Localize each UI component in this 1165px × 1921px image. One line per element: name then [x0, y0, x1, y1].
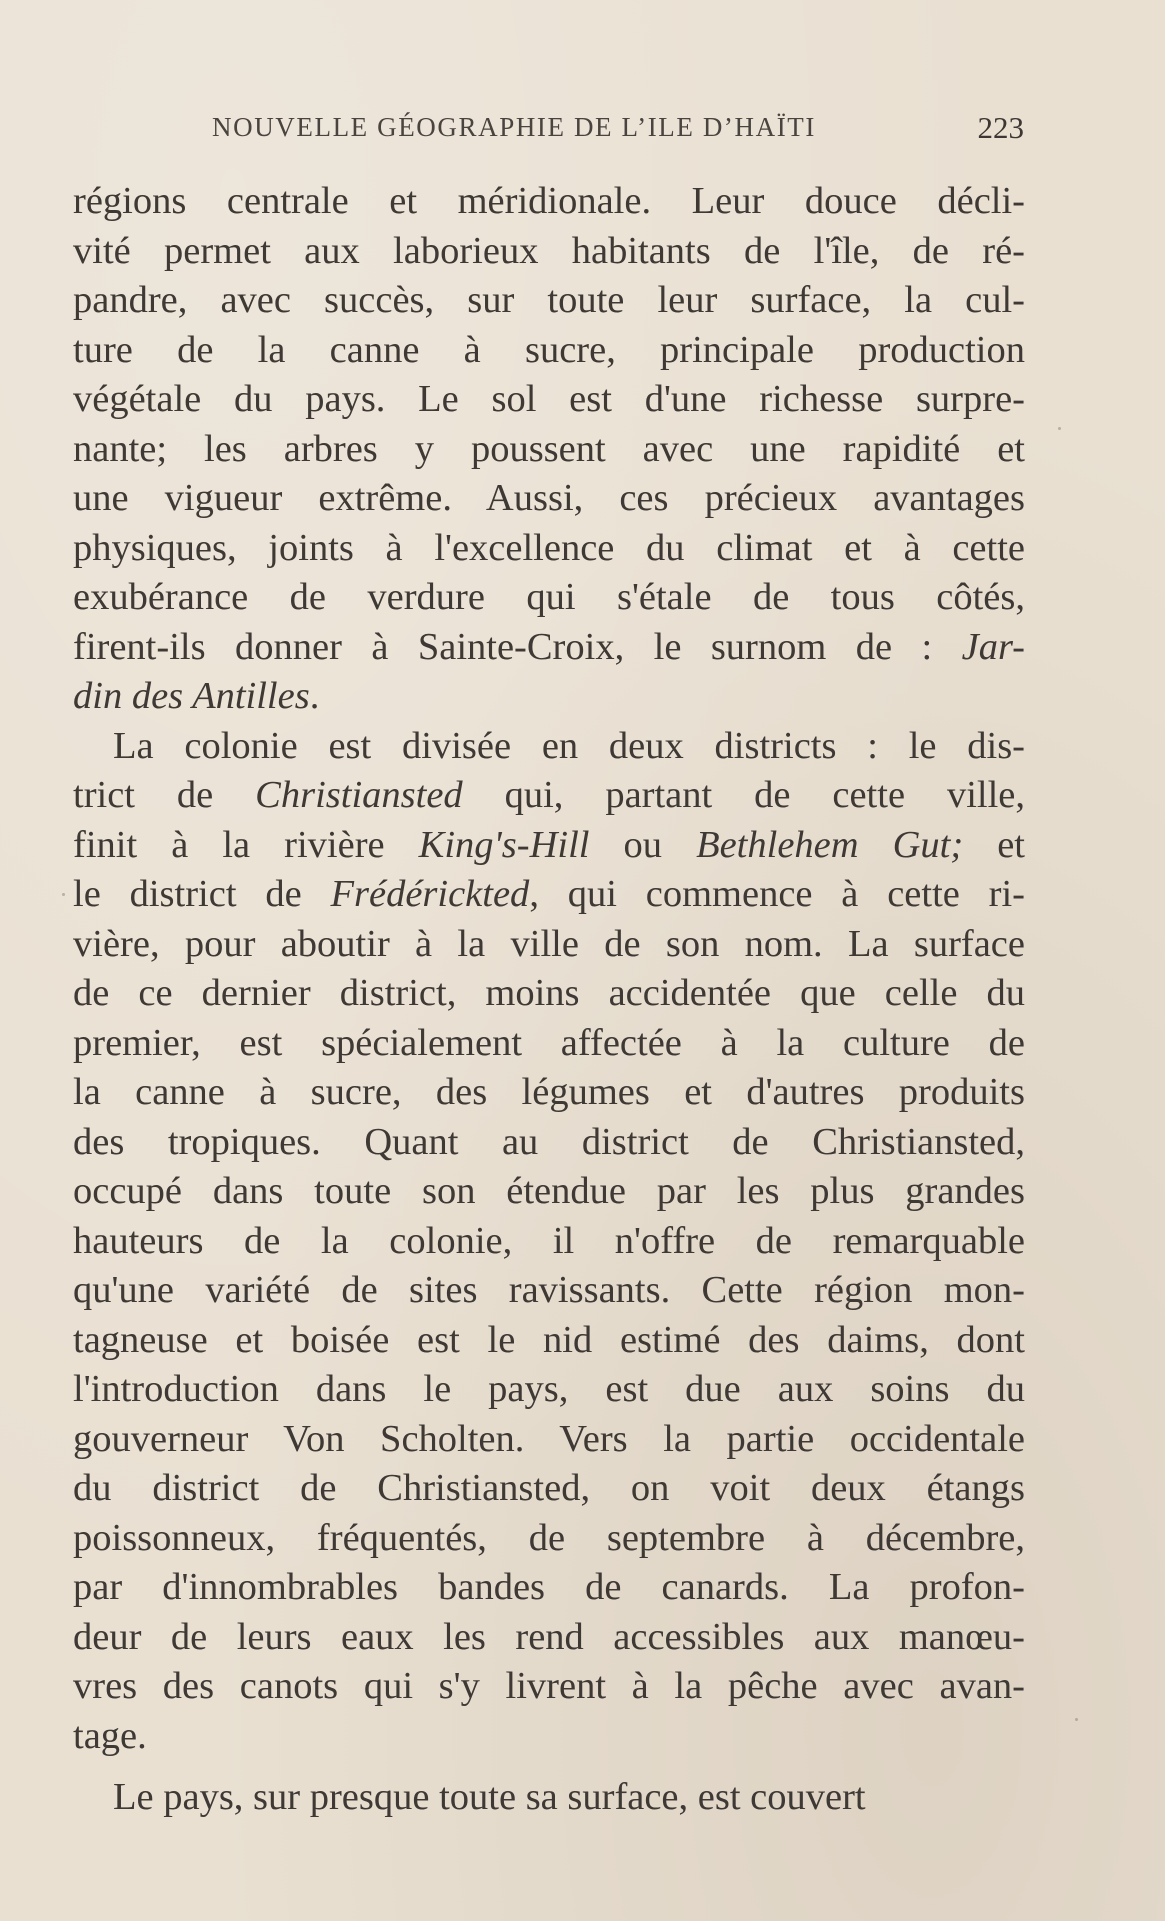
text-segment: La colonie est divisée en deux districts : le dis-	[113, 724, 1025, 767]
text-line	[73, 276, 1025, 326]
text-segment: poissonneux, fréquentés, de septembre à décembre,	[73, 1516, 1025, 1559]
running-title: NOUVELLE GÉOGRAPHIE DE L’ILE D’HAÏTI	[212, 112, 816, 142]
text-segment: de ce dernier district, moins accidentée que celle du	[73, 972, 1025, 1014]
text-line	[73, 969, 1025, 1019]
text-segment: végétale du pays. Le sol est d'une richesse surpre-	[73, 378, 1025, 420]
text-line	[73, 573, 1025, 623]
text-segment: et	[963, 823, 1025, 866]
text-line	[73, 1563, 1025, 1613]
text-segment: finit à la rivière	[73, 823, 419, 866]
italic-text: King's-Hill	[418, 823, 590, 866]
text-line	[73, 1316, 1025, 1366]
text-line	[73, 1613, 1025, 1663]
text-line	[73, 623, 1025, 673]
text-line	[73, 1217, 1025, 1267]
text-segment: deur de leurs eaux les rend accessibles aux manœu-	[73, 1615, 1025, 1658]
text-segment: ou	[589, 823, 697, 866]
text-line	[73, 1266, 1025, 1316]
text-line	[73, 524, 1025, 574]
text-segment: tagneuse et boisée est le nid estimé des daims, dont	[73, 1318, 1025, 1361]
paper-speck	[1058, 427, 1061, 430]
text-segment: qui, partant de cette ville,	[462, 774, 1026, 816]
text-line	[73, 1662, 1025, 1712]
text-line	[73, 1773, 1025, 1823]
text-segment: exubérance de verdure qui s'étale de tous côtés,	[73, 576, 1025, 618]
text-line	[73, 375, 1025, 425]
text-segment: du district de Christiansted, on voit deux étangs	[73, 1467, 1025, 1509]
text-line	[73, 326, 1025, 376]
text-segment: ture de la canne à sucre, principale production	[73, 328, 1025, 371]
text-line	[73, 1464, 1025, 1514]
text-segment: la canne à sucre, des légumes et d'autres produits	[73, 1071, 1025, 1113]
text-line	[73, 821, 1025, 871]
italic-text: Christiansted	[255, 774, 463, 816]
italic-text: Frédérickted	[330, 873, 530, 915]
text-segment: occupé dans toute son étendue par les plus grandes	[73, 1170, 1025, 1212]
text-segment: .	[309, 675, 320, 717]
italic-text: din des Antilles	[73, 675, 310, 717]
text-line	[73, 1514, 1025, 1564]
italic-text: Jar-	[961, 625, 1025, 668]
text-segment: gouverneur Von Scholten. Vers la partie occidentale	[73, 1417, 1025, 1460]
text-line	[73, 920, 1025, 970]
text-line	[73, 177, 1025, 227]
text-segment: hauteurs de la colonie, il n'offre de remarquable	[73, 1219, 1025, 1262]
text-line	[73, 771, 1025, 821]
body-text	[73, 177, 1025, 1823]
text-segment: physiques, joints à l'excellence du climat et à cette	[73, 526, 1025, 569]
text-line	[73, 1365, 1025, 1415]
text-segment: régions centrale et méridionale. Leur douce décli-	[73, 180, 1025, 222]
running-head	[212, 112, 1024, 152]
text-segment: des tropiques. Quant au district de Christiansted,	[73, 1120, 1025, 1163]
text-segment: pandre, avec succès, sur toute leur surface, la cul-	[73, 279, 1025, 321]
text-line	[73, 227, 1025, 277]
text-segment: une vigueur extrême. Aussi, ces précieux avantages	[73, 477, 1025, 519]
text-line	[73, 1415, 1025, 1465]
text-segment: premier, est spécialement affectée à la culture de	[73, 1021, 1025, 1064]
text-line	[73, 1019, 1025, 1069]
paper-speck	[62, 893, 65, 896]
text-segment: le district de	[73, 873, 331, 915]
text-line	[73, 1712, 1025, 1762]
text-line	[73, 722, 1025, 772]
text-segment: l'introduction dans le pays, est due aux soins du	[73, 1368, 1025, 1410]
text-segment: vres des canots qui s'y livrent à la pêche avec avan-	[73, 1665, 1025, 1707]
text-segment: tage.	[73, 1714, 147, 1757]
text-line	[73, 672, 1025, 722]
text-segment: nante; les arbres y poussent avec une rapidité et	[73, 427, 1025, 470]
text-segment: , qui commence à cette ri-	[529, 873, 1025, 915]
text-segment: firent-ils donner à Sainte-Croix, le surnom de :	[73, 625, 962, 668]
text-line	[73, 425, 1025, 475]
text-line	[73, 1068, 1025, 1118]
text-segment: par d'innombrables bandes de canards. La profon-	[73, 1566, 1025, 1608]
text-line	[73, 1118, 1025, 1168]
text-segment: Le pays, sur presque toute sa surface, est couvert	[113, 1776, 866, 1818]
page-number: 223	[977, 110, 1024, 145]
text-line	[73, 1167, 1025, 1217]
text-segment: qu'une variété de sites ravissants. Cette région mon-	[73, 1269, 1025, 1311]
text-line	[73, 870, 1025, 920]
paper-speck	[1075, 1718, 1078, 1721]
italic-text: Bethlehem Gut;	[696, 823, 964, 866]
text-segment: vière, pour aboutir à la ville de son nom. La surface	[73, 922, 1025, 965]
text-segment: trict de	[73, 774, 256, 816]
text-segment: vité permet aux laborieux habitants de l'île, de ré-	[73, 229, 1025, 272]
text-line	[73, 474, 1025, 524]
